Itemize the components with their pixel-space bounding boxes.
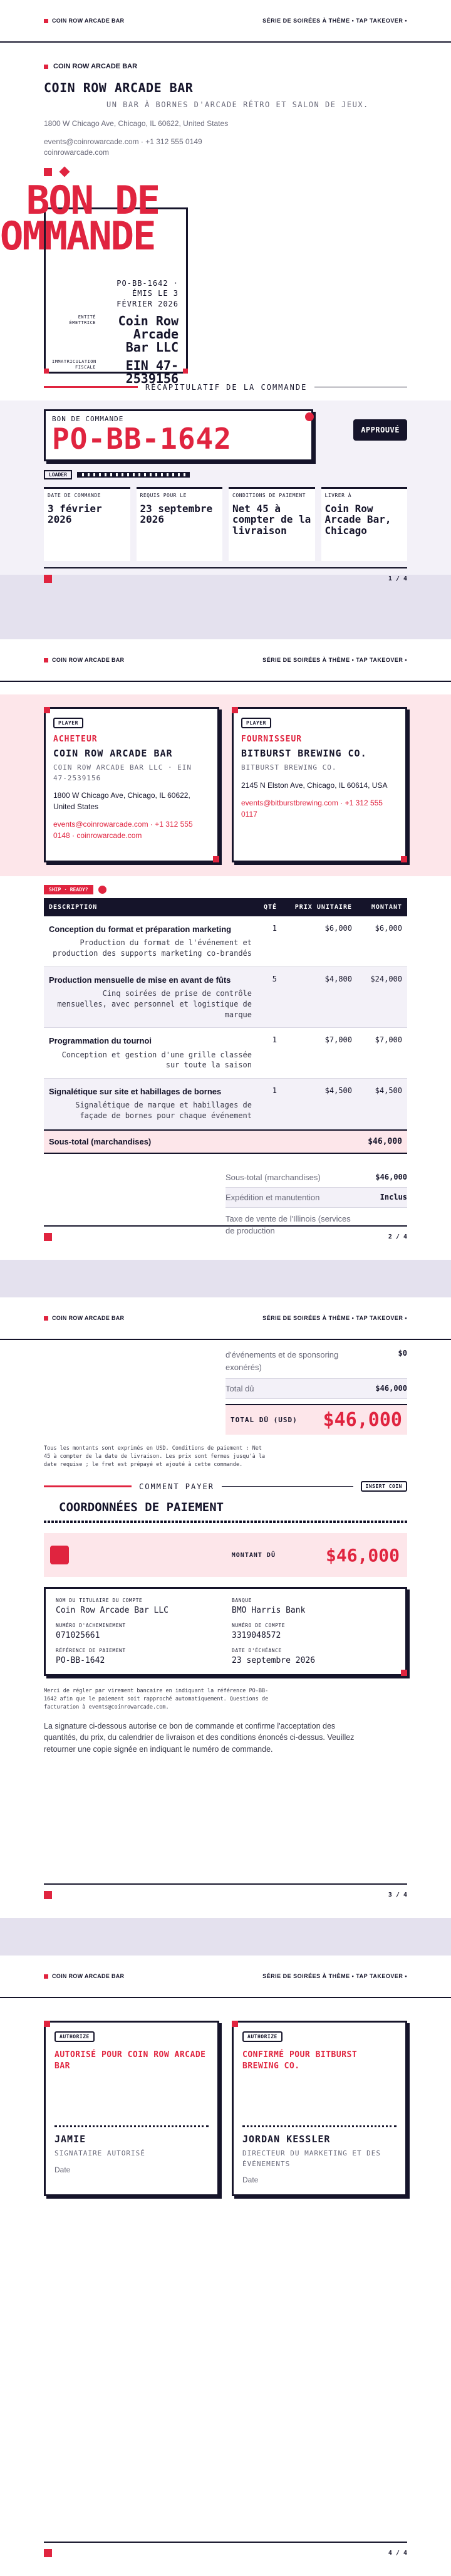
company-contact: events@coinrowarcade.com · +1 312 555 0149 — [44, 137, 202, 146]
brand-mark-icon — [44, 65, 48, 69]
header-brand: COIN ROW ARCADE BAR — [52, 657, 125, 663]
grand-total: TOTAL DÛ (USD) $46,000 — [226, 1404, 407, 1435]
signer-name: JAMIE — [54, 2134, 86, 2145]
po-number-card — [44, 409, 313, 462]
terms-note: Tous les montants sont exprimés en USD. Conditions de paiement : Net 45 à compter de la date de livraison. Les prix sont fermes jusqu'à la date requise ; le fret est prépayé et ajouté à cette commande. — [44, 1445, 266, 1468]
signer-name: JORDAN KESSLER — [242, 2134, 331, 2145]
table-header — [44, 898, 407, 916]
meta-ship-to: LIVRER À Coin Row Arcade Bar, Chicago — [321, 487, 408, 561]
title-line-1: BON DE — [26, 177, 159, 223]
buyer-name: COIN ROW ARCADE BAR — [53, 748, 173, 759]
table-subtotal: Sous-total (marchandises) $46,000 — [44, 1129, 407, 1154]
page-header — [0, 0, 451, 43]
signature-blocks — [0, 2021, 451, 2196]
page-header — [0, 639, 451, 682]
payment-kicker: COMMENT PAYER — [139, 1482, 214, 1491]
payment-title: COORDONNÉES DE PAIEMENT — [59, 1500, 224, 1515]
signature-block-buyer — [44, 2021, 219, 2196]
page-footer — [44, 1883, 407, 1899]
buyer-address: 1800 W Chicago Ave, Chicago, IL 60622, United States — [53, 791, 190, 811]
page-4 — [0, 1956, 451, 2576]
buyer-legal: COIN ROW ARCADE BAR LLC · EIN 47-2539156 — [53, 763, 192, 782]
company-tagline: UN BAR À BORNES D'ARCADE RÉTRO ET SALON DE JEUX. — [106, 100, 369, 109]
signature-block-supplier — [232, 2021, 407, 2196]
supplier-legal: BITBURST BREWING CO. — [241, 763, 337, 772]
entity-value: Coin Row Arcade Bar LLC — [118, 313, 179, 355]
col-qty: QTÉ — [263, 904, 277, 911]
signer-title: SIGNATAIRE AUTORISÉ — [54, 2149, 145, 2158]
totals-continued — [226, 1344, 407, 1435]
signer-title: DIRECTEUR DU MARKETING ET DES ÉVÉNEMENTS — [242, 2149, 381, 2168]
brand-mark-icon — [44, 658, 48, 662]
header-series: SÉRIE DE SOIRÉES À THÈME • TAP TAKEOVER • — [262, 1973, 407, 1979]
brand-mark-icon — [44, 1316, 48, 1321]
loader-bar — [77, 472, 190, 478]
authorization-statement: La signature ci-dessous autorise ce bon de commande et confirme l'acceptation des quantités, du prix, du calendrier de livraison et des conditions énoncés ci-dessus. Veuillez retourner une copie signée en indiquant le numéro de commande. — [44, 1721, 355, 1754]
supplier-name: BITBURST BREWING CO. — [241, 748, 367, 759]
table-row: Conception du format et préparation marketing Production du format de l'événement et production des supports marketing co-brandés 1 $6,000 $6,000 — [44, 916, 407, 967]
totals-row: Expédition et manutention Inclus — [226, 1188, 407, 1208]
brand-mark-icon — [44, 19, 48, 23]
page-header — [0, 1956, 451, 1998]
pixel-dot-icon — [98, 886, 106, 894]
pixel-coin-icon — [50, 1546, 69, 1564]
loader-label: LOADER — [44, 470, 72, 479]
signature-for: CONFIRMÉ POUR BITBURST BREWING CO. — [242, 2050, 358, 2071]
supplier-card — [232, 707, 407, 862]
page-number: 4 / 4 — [388, 2550, 407, 2557]
tax-id-value: EIN 47-2539156 — [125, 357, 179, 386]
tax-id-label: IMMATRICULATION FISCALE — [52, 359, 96, 370]
pixel-square-icon — [44, 575, 52, 583]
hero — [0, 177, 451, 386]
page-footer — [44, 2542, 407, 2557]
meta-order-date: DATE DE COMMANDE 3 février 2026 — [44, 487, 130, 561]
page-number: 1 / 4 — [388, 575, 407, 582]
signature-line[interactable] — [54, 2125, 209, 2127]
pixel-square-icon — [44, 168, 52, 176]
company-address: 1800 W Chicago Ave, Chicago, IL 60622, United States — [44, 119, 229, 128]
brand-label: COIN ROW ARCADE BAR — [53, 63, 138, 70]
page-3 — [0, 1297, 451, 1918]
page-header — [0, 1297, 451, 1340]
order-summary — [0, 401, 451, 575]
document-title — [0, 177, 159, 259]
meta-payment-terms: CONDITIONS DE PAIEMENT Net 45 à compter de la livraison — [229, 487, 315, 561]
payment-note: Merci de régler par virement bancaire en indiquant la référence PO-BB-1642 afin que le paiement soit rapproché automatiquement. Questions de facturation à events@coinrowarcade.com. — [44, 1688, 269, 1710]
pixel-square-icon — [44, 1891, 52, 1899]
ship-ready-tag: SHIP · READY? — [44, 885, 93, 894]
company-name: COIN ROW ARCADE BAR — [44, 80, 194, 95]
header-series: SÉRIE DE SOIRÉES À THÈME • TAP TAKEOVER • — [262, 1315, 407, 1321]
header-brand: COIN ROW ARCADE BAR — [52, 1973, 125, 1979]
table-row: Production mensuelle de mise en avant de fûts Cinq soirées de prise de contrôle mensuelles, avec personnel et logistique de marque 5 $4,800 $24,000 — [44, 967, 407, 1029]
col-description: DESCRIPTION — [49, 904, 98, 911]
page-number: 3 / 4 — [388, 1892, 407, 1898]
hero-reference: PO-BB-1642 · ÉMIS LE 3 FÉVRIER 2026 — [117, 278, 179, 309]
totals-row: d'événements et de sponsoring exonérés) $0 — [226, 1344, 407, 1379]
totals-row: Total dû $46,000 — [226, 1379, 407, 1399]
header-brand: COIN ROW ARCADE BAR — [52, 1315, 125, 1321]
header-series: SÉRIE DE SOIRÉES À THÈME • TAP TAKEOVER • — [262, 657, 407, 663]
bank-details: NOM DU TITULAIRE DU COMPTE Coin Row Arcade Bar LLC BANQUE BMO Harris Bank NUMÉRO D'ACHEMINEMENT 071025661 NUMÉRO DE COMPTE 3319048572 RÉFÉRENCE DE PAIEMENT PO-BB-1642 DATE D'ÉCHÉANCE 23 septembre 2026 — [44, 1587, 407, 1676]
entity-label: ENTITÉ ÉMETTRICE — [69, 314, 96, 326]
company-website: coinrowarcade.com — [44, 147, 110, 157]
section-title-summary: RÉCAPITULATIF DE LA COMMANDE — [145, 382, 308, 392]
brand-mark-icon — [44, 1974, 48, 1979]
line-items-table — [44, 898, 407, 1154]
pixel-diamond-icon — [60, 167, 70, 177]
header-brand: COIN ROW ARCADE BAR — [52, 18, 125, 24]
header-series: SÉRIE DE SOIRÉES À THÈME • TAP TAKEOVER • — [262, 18, 407, 24]
title-line-2: OMMANDE — [0, 212, 155, 259]
supplier-contact: events@bitburstbrewing.com · +1 312 555 0117 — [241, 798, 383, 819]
table-row: Programmation du tournoi Conception et gestion d'une grille classée sur toute la saison 1 $7,000 $7,000 — [44, 1028, 407, 1079]
page-footer — [44, 1225, 407, 1241]
signature-for: AUTORISÉ POUR COIN ROW ARCADE BAR — [54, 2050, 206, 2071]
meta-required-by: REQUIS POUR LE 23 septembre 2026 — [137, 487, 223, 561]
player-pill: PLAYER — [53, 718, 83, 728]
page-2 — [0, 639, 451, 1260]
page-footer — [44, 567, 407, 583]
order-meta — [44, 487, 407, 561]
po-number: PO-BB-1642 — [52, 421, 232, 456]
page-number: 2 / 4 — [388, 1233, 407, 1240]
player-pill: PLAYER — [241, 718, 271, 728]
buyer-contact: events@coinrowarcade.com · +1 312 555 0148 · coinrowarcade.com — [53, 820, 193, 840]
buyer-card — [44, 707, 219, 862]
col-amount: MONTANT — [371, 904, 402, 911]
po-label: BON DE COMMANDE — [52, 414, 124, 423]
amount-due — [44, 1533, 407, 1577]
insert-coin-badge: INSERT COIN — [361, 1481, 407, 1492]
supplier-role: FOURNISSEUR — [241, 735, 303, 744]
totals-row: Sous-total (marchandises) $46,000 — [226, 1168, 407, 1188]
page-1 — [0, 0, 451, 602]
parties — [0, 694, 451, 876]
authorize-pill: AUTHORIZE — [54, 2031, 95, 2042]
authorize-pill: AUTHORIZE — [242, 2031, 283, 2042]
status-badge: APPROUVÉ — [353, 419, 407, 441]
table-row: Signalétique sur site et habillages de bornes Signalétique de marque et habillages de façade de bornes pour chaque événement 1 $4,500 $4,500 — [44, 1079, 407, 1129]
totals-row: Taxe de vente de l'Illinois (services de production — [226, 1213, 351, 1236]
buyer-role: ACHETEUR — [53, 735, 98, 744]
signature-date: Date — [54, 2165, 71, 2174]
supplier-address: 2145 N Elston Ave, Chicago, IL 60614, USA — [241, 780, 388, 790]
pixel-square-icon — [44, 2549, 52, 2557]
amount-due-label: MONTANT DÛ — [231, 1551, 276, 1559]
amount-due-value: $46,000 — [325, 1544, 400, 1566]
signature-line[interactable] — [242, 2125, 397, 2127]
signature-date: Date — [242, 2175, 259, 2185]
pixel-square-icon — [44, 1233, 52, 1241]
col-unit-price: PRIX UNITAIRE — [294, 904, 352, 911]
